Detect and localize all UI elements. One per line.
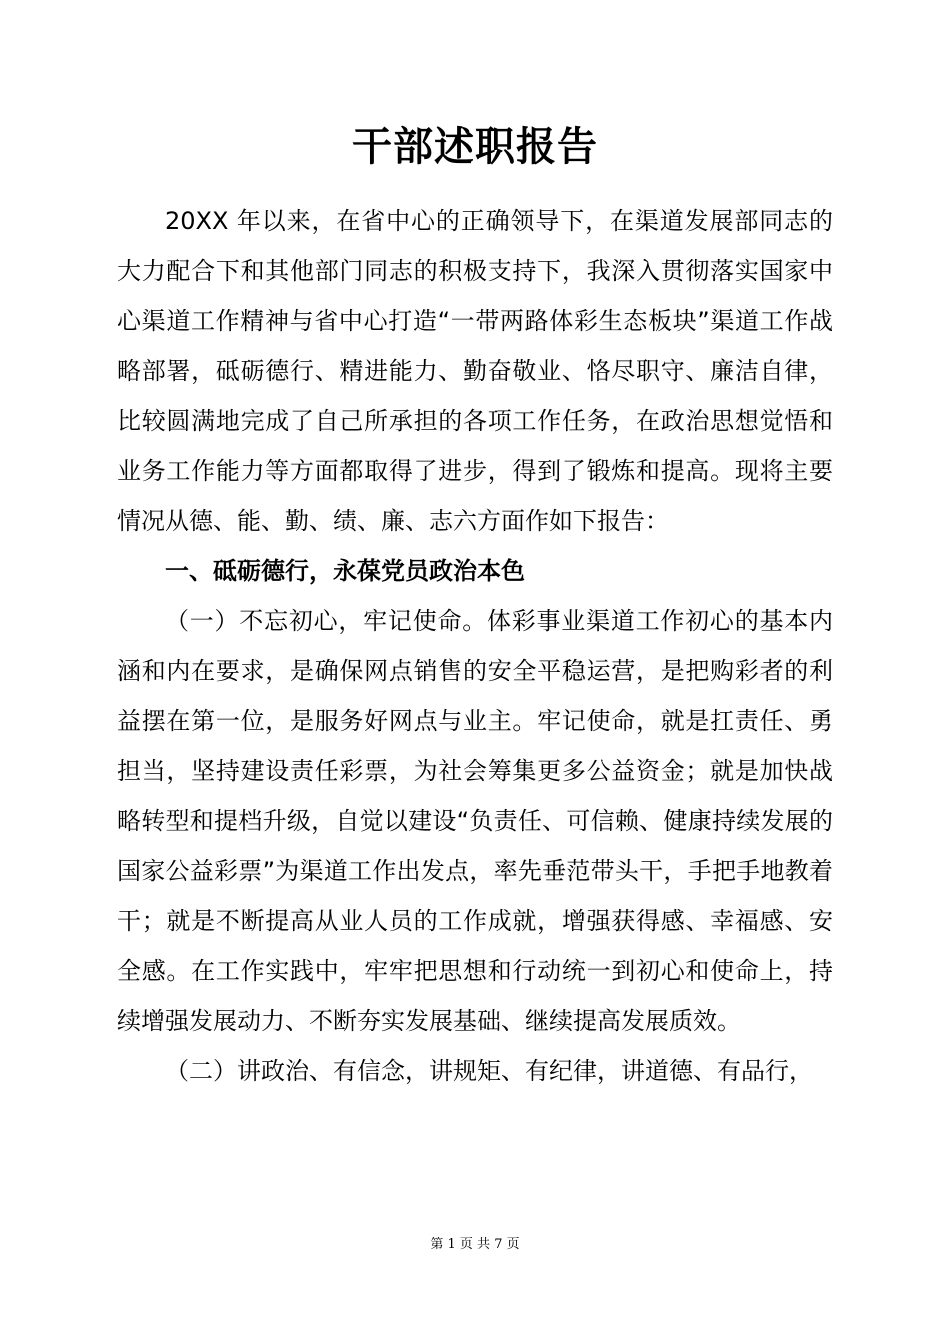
section-heading-1: 一、砥砺德行，永葆党员政治本色 xyxy=(165,557,525,585)
document-body xyxy=(117,196,833,1096)
paragraph-intro: 20XX 年以来，在省中心的正确领导下，在渠道发展部同志的大力配合下和其他部门同志的积极支持下，我深入贯彻落实国家中心渠道工作精神与省中心打造“一带两路体彩生态板块”渠道工作战略部署，砥砺德行、精进能力、勤奋敬业、恪尽职守、廉洁自律，比较圆满地完成了自己所承担的各项工作任务，在政治思想觉悟和业务工作能力等方面都取得了进步，得到了锻炼和提高。现将主要情况从德、能、勤、绩、廉、志六方面作如下报告： xyxy=(117,207,833,535)
paragraph-1-2: （二）讲政治、有信念，讲规矩、有纪律，讲道德、有品行， xyxy=(165,1057,813,1085)
document-title: 干部述职报告 xyxy=(352,123,598,170)
page-footer: 第 1 页 共 7 页 xyxy=(430,1237,520,1252)
paragraph-1-1: （一）不忘初心，牢记使命。体彩事业渠道工作初心的基本内涵和内在要求，是确保网点销售的安全平稳运营，是把购彩者的利益摆在第一位，是服务好网点与业主。牢记使命，就是扛责任、勇担当，坚持建设责任彩票，为社会筹集更多公益资金；就是加快战略转型和提档升级，自觉以建设“负责任、可信赖、健康持续发展的国家公益彩票”为渠道工作出发点，率先垂范带头干，手把手地教着干；就是不断提高从业人员的工作成就，增强获得感、幸福感、安全感。在工作实践中，牢牢把思想和行动统一到初心和使命上，持续增强发展动力、不断夯实发展基础、继续提高发展质效。 xyxy=(117,607,833,1035)
